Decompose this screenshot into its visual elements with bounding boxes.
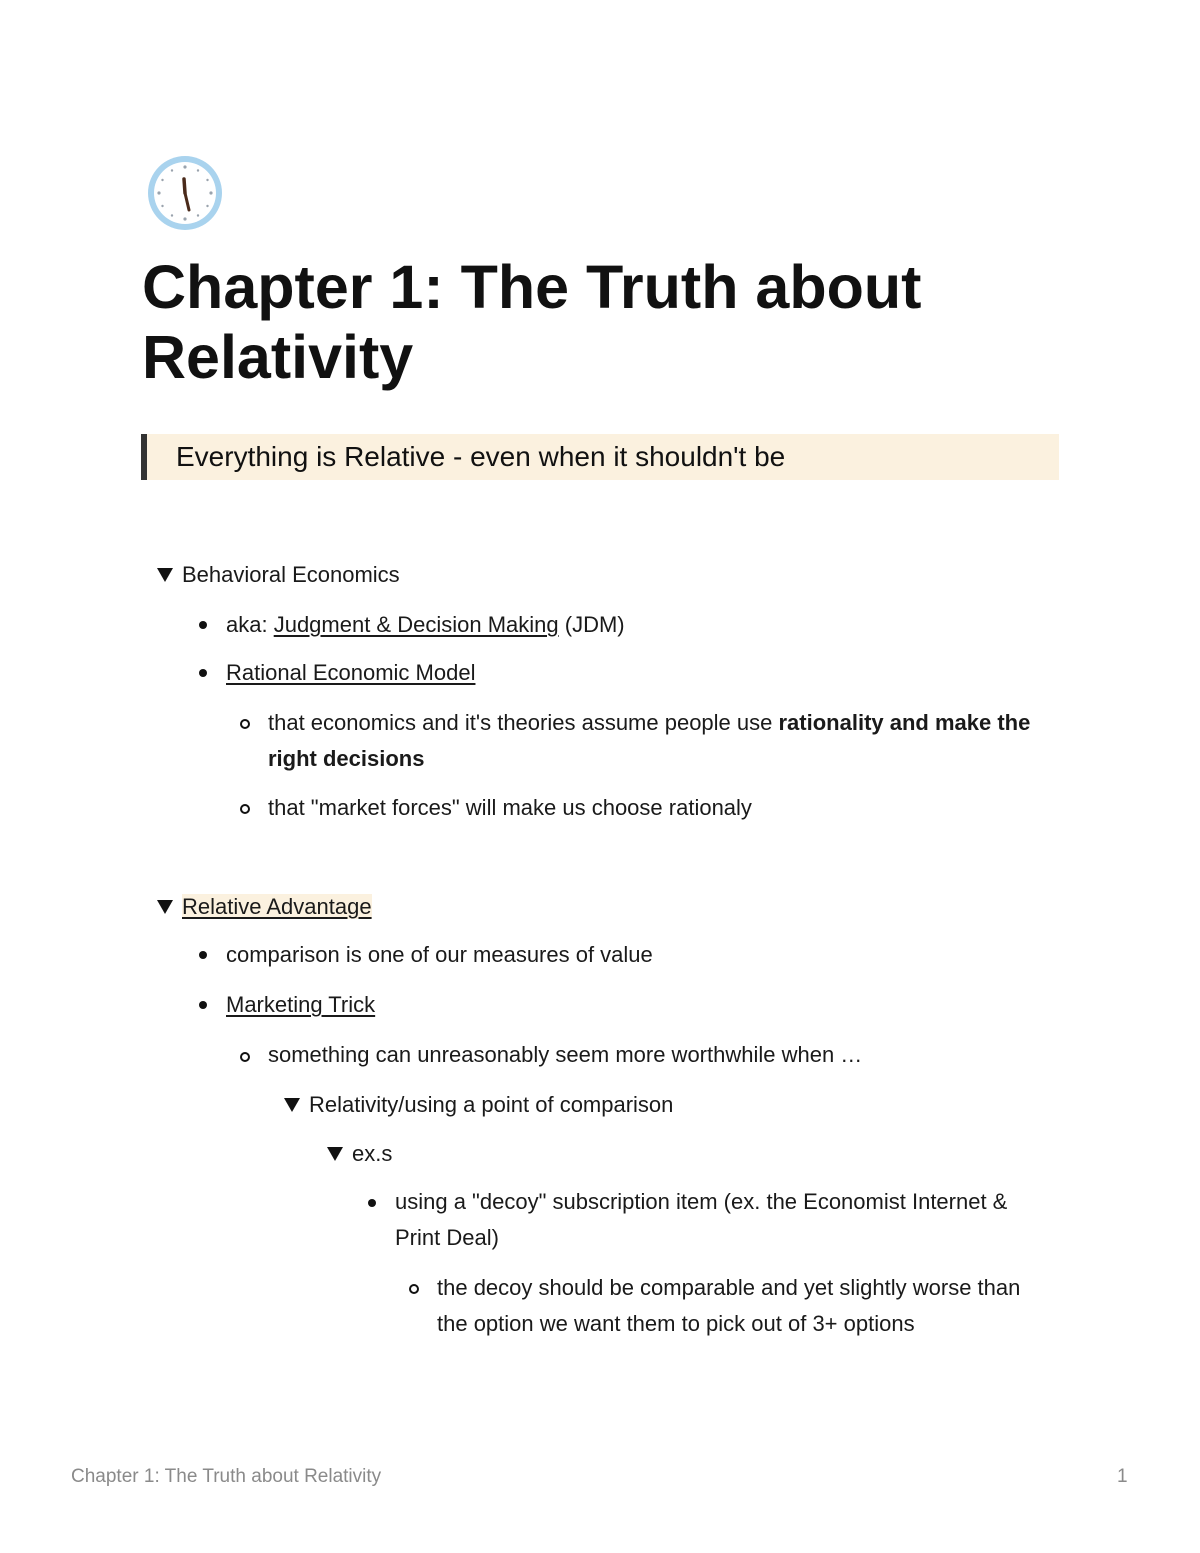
item-text: something can unreasonably seem more worthwhile when …	[268, 1042, 863, 1067]
callout-block	[141, 434, 1059, 480]
toggle-examples[interactable]	[352, 1136, 392, 1172]
sub-bullet-icon	[240, 719, 250, 729]
sub-bullet-icon	[240, 1052, 250, 1062]
toggle-relative-advantage[interactable]	[182, 889, 372, 925]
sub-bullet-icon	[409, 1284, 419, 1294]
toggle-triangle-icon[interactable]	[157, 568, 173, 582]
list-item	[226, 937, 653, 973]
toggle-triangle-icon[interactable]	[327, 1147, 343, 1161]
page-title: Chapter 1: The Truth about Relativity	[142, 253, 922, 391]
footer-title: Chapter 1: The Truth about Relativity	[71, 1466, 382, 1487]
item-text: comparison is one of our measures of value	[226, 942, 653, 967]
clock-icon	[145, 153, 225, 233]
bullet-icon	[199, 669, 207, 677]
bold-text: rationality and make the right decisions	[268, 710, 1031, 771]
item-text: that economics and it's theories assume people use	[268, 710, 779, 735]
toggle-heading: ex.s	[352, 1141, 393, 1166]
list-item	[395, 1184, 1057, 1256]
toggle-heading: Behavioral Economics	[182, 562, 400, 587]
item-text: using a "decoy" subscription item (ex. the Economist Internet & Print Deal)	[395, 1189, 1008, 1250]
toggle-heading: Relativity/using a point of comparison	[309, 1092, 674, 1117]
toggle-heading: Relative Advantage	[182, 894, 372, 919]
sub-bullet-icon	[240, 804, 250, 814]
list-item	[226, 607, 625, 643]
page-number: 1	[1117, 1466, 1128, 1487]
bullet-icon	[199, 1001, 207, 1009]
list-item	[268, 790, 752, 826]
aka-label: aka:	[226, 612, 274, 637]
item-text: the decoy should be comparable and yet slightly worse than the option we want them to pick out of 3+ options	[437, 1275, 1021, 1336]
callout-text: Everything is Relative - even when it shouldn't be	[176, 441, 786, 472]
aka-suffix: (JDM)	[558, 612, 625, 637]
term-link[interactable]: Rational Economic Model	[226, 660, 476, 685]
list-item	[226, 987, 375, 1023]
list-item	[268, 705, 1058, 777]
item-text: that "market forces" will make us choose rationaly	[268, 795, 752, 820]
list-item	[226, 655, 475, 691]
toggle-triangle-icon[interactable]	[284, 1098, 300, 1112]
term-link[interactable]: Judgment & Decision Making	[273, 612, 559, 637]
bullet-icon	[199, 951, 207, 959]
toggle-relativity[interactable]	[309, 1087, 673, 1123]
toggle-behavioral-economics[interactable]	[182, 557, 400, 593]
bullet-icon	[199, 621, 207, 629]
list-item	[268, 1037, 862, 1073]
list-item	[437, 1270, 1027, 1342]
term-link[interactable]: Marketing Trick	[226, 992, 376, 1017]
toggle-triangle-icon[interactable]	[157, 900, 173, 914]
bullet-icon	[368, 1199, 376, 1207]
